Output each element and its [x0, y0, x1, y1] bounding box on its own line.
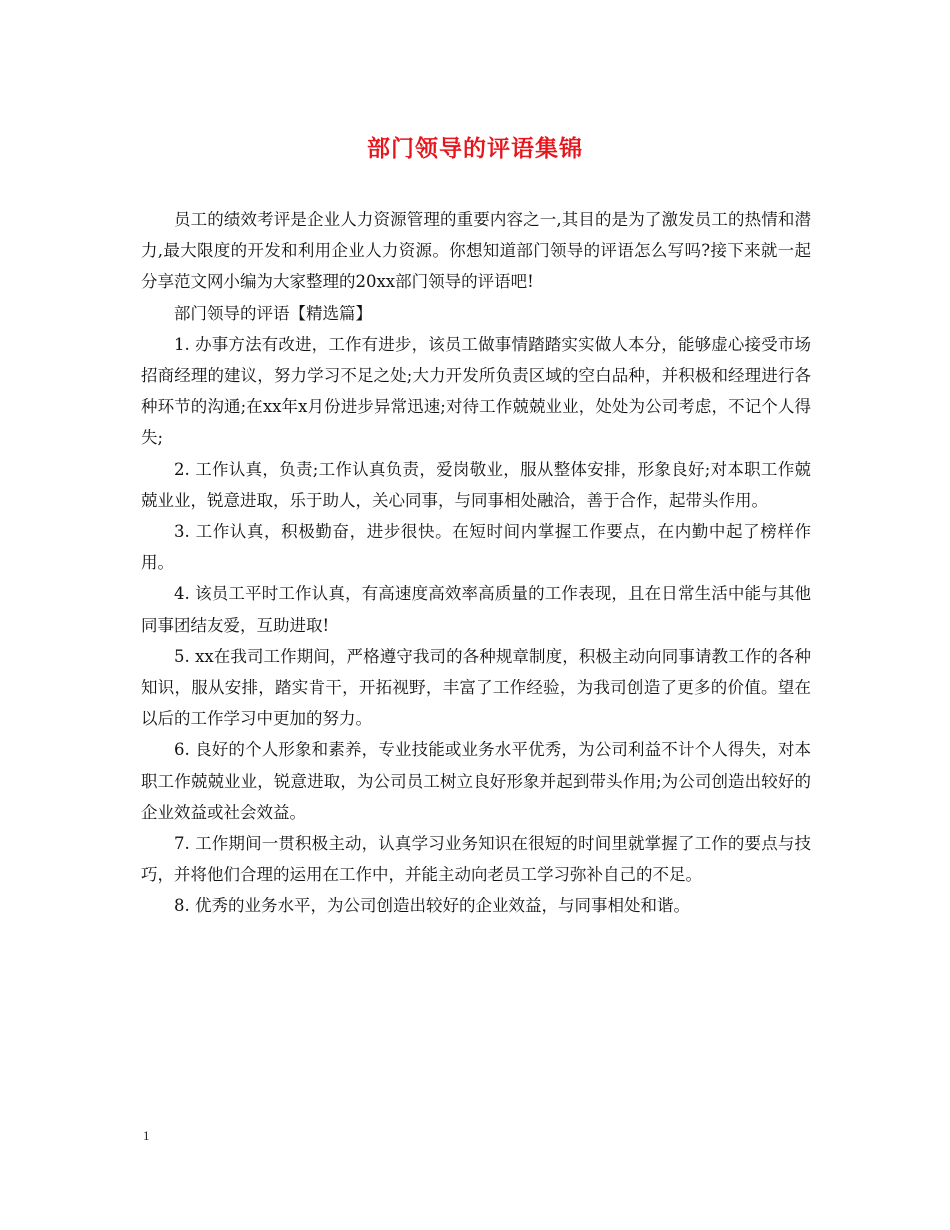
comment-item-2: 2. 工作认真，负责;工作认真负责，爱岗敬业，服从整体安排，形象良好;对本职工作兢兢业业，锐意进取，乐于助人，关心同事，与同事相处融洽，善于合作，起带头作用。 — [141, 459, 811, 510]
comment-item-6: 6. 良好的个人形象和素养，专业技能或业务水平优秀，为公司利益不计个人得失，对本职工作兢兢业业，锐意进取，为公司员工树立良好形象并起到带头作用;为公司创造出较好的企业效益或社会效益。 — [141, 740, 811, 822]
section-heading: 部门领导的评语【精选篇】 — [174, 303, 372, 323]
comment-item-3: 3. 工作认真，积极勤奋，进步很快。在短时间内掌握工作要点，在内勤中起了榜样作用。 — [141, 522, 811, 573]
comment-item-5: 5. xx在我司工作期间，严格遵守我司的各种规章制度，积极主动向同事请教工作的各种知识，服从安排，踏实肯干，开拓视野，丰富了工作经验，为我司创造了更多的价值。望在以后的工作学习中更加的努力。 — [141, 646, 811, 729]
comment-item-7: 7. 工作期间一贯积极主动，认真学习业务知识在很短的时间里就掌握了工作的要点与技巧，并将他们合理的运用在工作中，并能主动向老员工学习弥补自己的不足。 — [141, 834, 811, 885]
page-number: 1 — [143, 1128, 150, 1143]
comment-item-1: 1. 办事方法有改进，工作有进步，该员工做事情踏踏实实做人本分，能够虚心接受市场招商经理的建议，努力学习不足之处;大力开发所负责区域的空白品种，并积极和经理进行各种环节的沟通;在xx年x月份进步异常迅速;对待工作兢兢业业，处处为公司考虑，不记个人得失; — [141, 334, 811, 448]
comment-item-8: 8. 优秀的业务水平，为公司创造出较好的企业效益，与同事相处和谐。 — [174, 896, 690, 916]
page-title: 部门领导的评语集锦 — [367, 136, 583, 162]
intro-paragraph: 员工的绩效考评是企业人力资源管理的重要内容之一,其目的是为了激发员工的热情和潜力,最大限度的开发和利用企业人力资源。你想知道部门领导的评语怎么写吗?接下来就一起分享范文网小编为大家整理的20xx部门领导的评语吧! — [141, 210, 811, 292]
comment-item-4: 4. 该员工平时工作认真，有高速度高效率高质量的工作表现，且在日常生活中能与其他同事团结友爱，互助进取! — [141, 584, 811, 635]
document-body — [141, 204, 811, 922]
